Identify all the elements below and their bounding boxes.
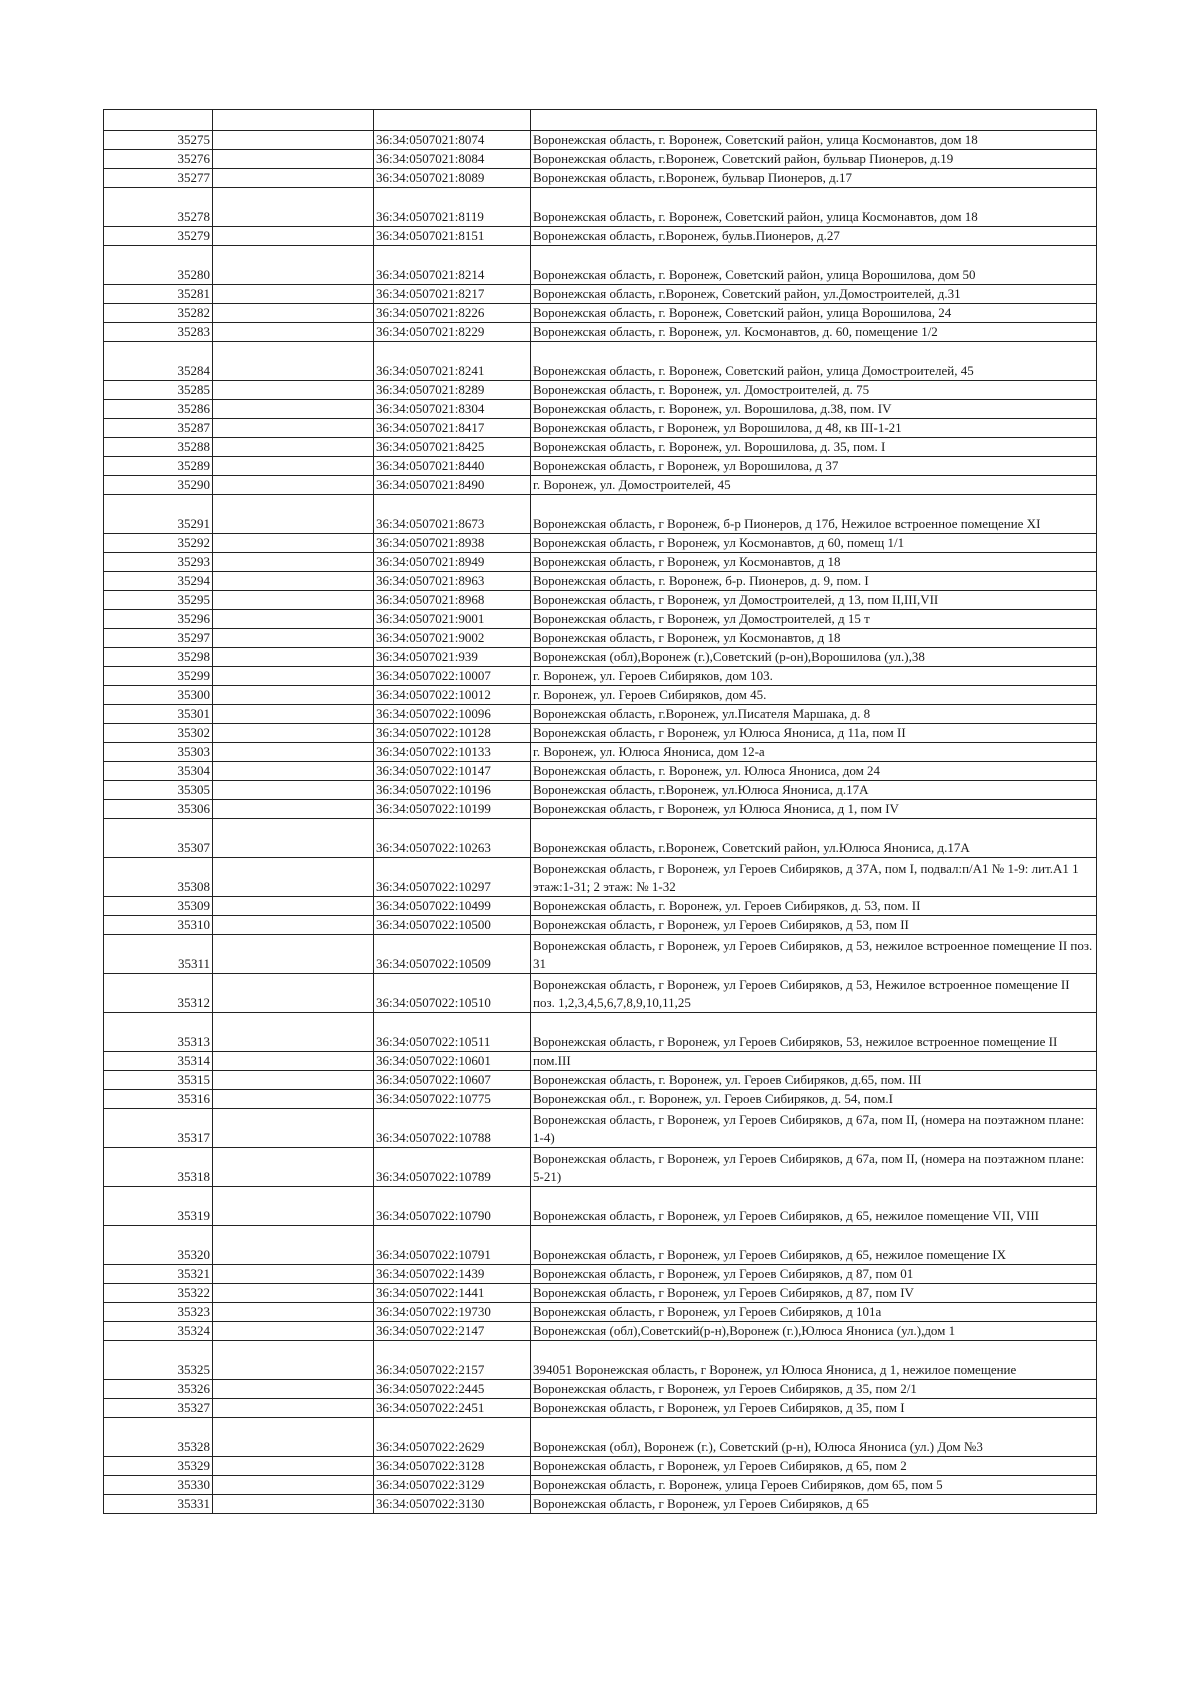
cadastral-number-cell: 36:34:0507022:10096	[374, 705, 531, 724]
row-number-cell: 35309	[104, 897, 213, 916]
cadastral-number-cell: 36:34:0507021:8968	[374, 591, 531, 610]
address-cell: Воронежская (обл), Воронеж (г.), Советский (р-н), Юлюса Янониса (ул.) Дом №3	[531, 1418, 1097, 1457]
row-number-cell: 35317	[104, 1109, 213, 1148]
row-number-cell: 35280	[104, 246, 213, 285]
table-row	[104, 819, 1097, 858]
row-number-cell: 35314	[104, 1052, 213, 1071]
empty-cell	[213, 476, 374, 495]
table-row	[104, 1457, 1097, 1476]
row-number-cell: 35330	[104, 1476, 213, 1495]
empty-cell	[213, 1457, 374, 1476]
empty-cell	[213, 916, 374, 935]
empty-cell	[213, 1090, 374, 1109]
empty-cell	[213, 1013, 374, 1052]
row-number-cell: 35289	[104, 457, 213, 476]
row-number-cell: 35278	[104, 188, 213, 227]
row-number-cell: 35276	[104, 150, 213, 169]
table-row	[104, 131, 1097, 150]
cadastral-number-cell: 36:34:0507022:10789	[374, 1148, 531, 1187]
empty-cell	[213, 400, 374, 419]
cadastral-number-cell: 36:34:0507022:10263	[374, 819, 531, 858]
row-number-cell: 35324	[104, 1322, 213, 1341]
address-cell: Воронежская область, г Воронеж, б-р Пионеров, д 17б, Нежилое встроенное помещение XI	[531, 495, 1097, 534]
table-row	[104, 916, 1097, 935]
address-cell: Воронежская (обл),Воронеж (г.),Советский (р-он),Ворошилова (ул.),38	[531, 648, 1097, 667]
address-cell: Воронежская область, г. Воронеж, ул. Ворошилова, д.38, пом. IV	[531, 400, 1097, 419]
address-cell: Воронежская область, г.Воронеж, ул.Писателя Маршака, д. 8	[531, 705, 1097, 724]
address-cell: 394051 Воронежская область, г Воронеж, ул Юлюса Янониса, д 1, нежилое помещение	[531, 1341, 1097, 1380]
empty-cell	[213, 1380, 374, 1399]
row-number-cell: 35320	[104, 1226, 213, 1265]
row-number-cell: 35321	[104, 1265, 213, 1284]
address-cell: Воронежская область, г Воронеж, ул Космонавтов, д 18	[531, 553, 1097, 572]
empty-cell	[213, 131, 374, 150]
row-number-cell: 35302	[104, 724, 213, 743]
empty-cell	[213, 974, 374, 1013]
empty-cell	[213, 323, 374, 342]
cadastral-number-cell: 36:34:0507021:8217	[374, 285, 531, 304]
table-row	[104, 246, 1097, 285]
table-row	[104, 1418, 1097, 1457]
address-cell: Воронежская область, г. Воронеж, Советский район, улица Ворошилова, дом 50	[531, 246, 1097, 285]
empty-cell	[213, 1341, 374, 1380]
table-row	[104, 591, 1097, 610]
row-number-cell: 35331	[104, 1495, 213, 1514]
cadastral-number-cell: 36:34:0507022:10499	[374, 897, 531, 916]
row-number-cell: 35300	[104, 686, 213, 705]
cadastral-number-cell: 36:34:0507021:9001	[374, 610, 531, 629]
cadastral-number-cell: 36:34:0507022:1439	[374, 1265, 531, 1284]
row-number-cell: 35313	[104, 1013, 213, 1052]
cadastral-number-cell: 36:34:0507022:1441	[374, 1284, 531, 1303]
empty-cell	[213, 819, 374, 858]
table-row	[104, 762, 1097, 781]
address-cell: Воронежская область, г Воронеж, ул Героев Сибиряков, д 65	[531, 1495, 1097, 1514]
table-row	[104, 342, 1097, 381]
address-cell: Воронежская область, г. Воронеж, Советский район, улица Ворошилова, 24	[531, 304, 1097, 323]
cadastral-number-cell: 36:34:0507022:10601	[374, 1052, 531, 1071]
empty-cell	[213, 858, 374, 897]
row-number-cell: 35312	[104, 974, 213, 1013]
table-row	[104, 743, 1097, 762]
address-cell: г. Воронеж, ул. Героев Сибиряков, дом 45.	[531, 686, 1097, 705]
address-cell: Воронежская область, г. Воронеж, ул. Домостроителей, д. 75	[531, 381, 1097, 400]
address-cell: Воронежская область, г. Воронеж, Советский район, улица Космонавтов, дом 18	[531, 131, 1097, 150]
address-cell: пом.III	[531, 1052, 1097, 1071]
empty-cell	[213, 342, 374, 381]
table-row	[104, 1476, 1097, 1495]
cadastral-number-cell: 36:34:0507021:8673	[374, 495, 531, 534]
row-number-cell: 35327	[104, 1399, 213, 1418]
empty-cell	[213, 648, 374, 667]
cadastral-number-cell: 36:34:0507021:8440	[374, 457, 531, 476]
empty-cell	[213, 897, 374, 916]
row-number-cell: 35283	[104, 323, 213, 342]
table-row	[104, 667, 1097, 686]
table-row	[104, 1148, 1097, 1187]
table-row	[104, 534, 1097, 553]
table-row	[104, 686, 1097, 705]
empty-cell	[213, 1109, 374, 1148]
header-cell-cad	[374, 110, 531, 131]
row-number-cell: 35295	[104, 591, 213, 610]
row-number-cell: 35292	[104, 534, 213, 553]
cadastral-number-cell: 36:34:0507021:8119	[374, 188, 531, 227]
empty-cell	[213, 1322, 374, 1341]
address-cell: Воронежская область, г.Воронеж, бульвар Пионеров, д.17	[531, 169, 1097, 188]
address-cell: Воронежская область, г Воронеж, ул Героев Сибиряков, д 65, нежилое помещение VII, VIII	[531, 1187, 1097, 1226]
cadastral-number-cell: 36:34:0507022:10791	[374, 1226, 531, 1265]
row-number-cell: 35298	[104, 648, 213, 667]
empty-cell	[213, 381, 374, 400]
empty-cell	[213, 629, 374, 648]
address-cell: Воронежская область, г Воронеж, ул Героев Сибиряков, д 53, пом II	[531, 916, 1097, 935]
empty-cell	[213, 743, 374, 762]
empty-cell	[213, 1476, 374, 1495]
cadastral-number-cell: 36:34:0507021:8425	[374, 438, 531, 457]
table-row	[104, 724, 1097, 743]
table-row	[104, 800, 1097, 819]
empty-cell	[213, 553, 374, 572]
row-number-cell: 35323	[104, 1303, 213, 1322]
address-cell: Воронежская область, г. Воронеж, ул. Ворошилова, д. 35, пом. I	[531, 438, 1097, 457]
address-cell: Воронежская область, г. Воронеж, ул. Юлюса Янониса, дом 24	[531, 762, 1097, 781]
empty-cell	[213, 150, 374, 169]
table-row	[104, 150, 1097, 169]
table-row	[104, 188, 1097, 227]
cadastral-number-cell: 36:34:0507022:10509	[374, 935, 531, 974]
empty-cell	[213, 762, 374, 781]
cadastral-number-cell: 36:34:0507022:10012	[374, 686, 531, 705]
table-row	[104, 495, 1097, 534]
row-number-cell: 35290	[104, 476, 213, 495]
cadastral-number-cell: 36:34:0507022:3129	[374, 1476, 531, 1495]
cadastral-number-cell: 36:34:0507022:10196	[374, 781, 531, 800]
table-row	[104, 476, 1097, 495]
row-number-cell: 35318	[104, 1148, 213, 1187]
empty-cell	[213, 1148, 374, 1187]
row-number-cell: 35286	[104, 400, 213, 419]
table-row	[104, 553, 1097, 572]
address-cell: Воронежская область, г Воронеж, ул Героев Сибиряков, 53, нежилое встроенное помещение II	[531, 1013, 1097, 1052]
row-number-cell: 35319	[104, 1187, 213, 1226]
cadastral-number-cell: 36:34:0507022:10128	[374, 724, 531, 743]
table-row	[104, 457, 1097, 476]
row-number-cell: 35322	[104, 1284, 213, 1303]
empty-cell	[213, 781, 374, 800]
cadastral-number-cell: 36:34:0507022:10133	[374, 743, 531, 762]
table-row	[104, 1399, 1097, 1418]
empty-cell	[213, 1187, 374, 1226]
cadastral-number-cell: 36:34:0507022:10510	[374, 974, 531, 1013]
empty-cell	[213, 1399, 374, 1418]
address-cell: Воронежская область, г Воронеж, ул Домостроителей, д 15 т	[531, 610, 1097, 629]
table-row	[104, 400, 1097, 419]
empty-cell	[213, 1226, 374, 1265]
row-number-cell: 35316	[104, 1090, 213, 1109]
row-number-cell: 35329	[104, 1457, 213, 1476]
table-row	[104, 858, 1097, 897]
address-cell: Воронежская область, г Воронеж, ул Героев Сибиряков, д 87, пом 01	[531, 1265, 1097, 1284]
table-row	[104, 935, 1097, 974]
table-row	[104, 1265, 1097, 1284]
row-number-cell: 35296	[104, 610, 213, 629]
cadastral-number-cell: 36:34:0507021:8241	[374, 342, 531, 381]
empty-cell	[213, 1418, 374, 1457]
header-cell-blank	[213, 110, 374, 131]
table-row	[104, 1303, 1097, 1322]
row-number-cell: 35291	[104, 495, 213, 534]
cadastral-number-cell: 36:34:0507022:10007	[374, 667, 531, 686]
empty-cell	[213, 572, 374, 591]
address-cell: Воронежская область, г.Воронеж, Советский район, ул.Юлюса Янониса, д.17А	[531, 819, 1097, 858]
table-row	[104, 897, 1097, 916]
table-row	[104, 1109, 1097, 1148]
table-row	[104, 1052, 1097, 1071]
empty-cell	[213, 534, 374, 553]
row-number-cell: 35285	[104, 381, 213, 400]
table-row	[104, 629, 1097, 648]
row-number-cell: 35325	[104, 1341, 213, 1380]
cadastral-registry-table	[103, 109, 1097, 1514]
address-cell: Воронежская область, г Воронеж, ул Ворошилова, д 48, кв III-1-21	[531, 419, 1097, 438]
cadastral-number-cell: 36:34:0507021:939	[374, 648, 531, 667]
table-row	[104, 1495, 1097, 1514]
empty-cell	[213, 935, 374, 974]
header-cell-num	[104, 110, 213, 131]
address-cell: Воронежская область, г Воронеж, ул Героев Сибиряков, д 65, нежилое помещение IX	[531, 1226, 1097, 1265]
address-cell: Воронежская область, г Воронеж, ул Юлюса Янониса, д 1, пом IV	[531, 800, 1097, 819]
table-row	[104, 1380, 1097, 1399]
table-row	[104, 1090, 1097, 1109]
row-number-cell: 35301	[104, 705, 213, 724]
address-cell: Воронежская обл., г. Воронеж, ул. Героев Сибиряков, д. 54, пом.I	[531, 1090, 1097, 1109]
cadastral-number-cell: 36:34:0507022:10297	[374, 858, 531, 897]
address-cell: Воронежская область, г Воронеж, ул Ворошилова, д 37	[531, 457, 1097, 476]
header-row	[104, 110, 1097, 131]
address-cell: Воронежская область, г.Воронеж, Советский район, бульвар Пионеров, д.19	[531, 150, 1097, 169]
empty-cell	[213, 800, 374, 819]
row-number-cell: 35304	[104, 762, 213, 781]
table-row	[104, 1226, 1097, 1265]
table-row	[104, 610, 1097, 629]
row-number-cell: 35275	[104, 131, 213, 150]
row-number-cell: 35294	[104, 572, 213, 591]
address-cell: Воронежская область, г.Воронеж, Советский район, ул.Домостроителей, д.31	[531, 285, 1097, 304]
row-number-cell: 35284	[104, 342, 213, 381]
empty-cell	[213, 1071, 374, 1090]
empty-cell	[213, 457, 374, 476]
row-number-cell: 35307	[104, 819, 213, 858]
table-row	[104, 1013, 1097, 1052]
row-number-cell: 35288	[104, 438, 213, 457]
header-cell-addr	[531, 110, 1097, 131]
cadastral-number-cell: 36:34:0507021:8214	[374, 246, 531, 285]
cadastral-number-cell: 36:34:0507022:10147	[374, 762, 531, 781]
cadastral-number-cell: 36:34:0507021:8151	[374, 227, 531, 246]
cadastral-number-cell: 36:34:0507021:8949	[374, 553, 531, 572]
cadastral-number-cell: 36:34:0507022:10500	[374, 916, 531, 935]
empty-cell	[213, 227, 374, 246]
cadastral-number-cell: 36:34:0507021:8226	[374, 304, 531, 323]
row-number-cell: 35308	[104, 858, 213, 897]
cadastral-number-cell: 36:34:0507021:8089	[374, 169, 531, 188]
address-cell: Воронежская область, г Воронеж, ул Юлюса Янониса, д 11а, пом II	[531, 724, 1097, 743]
table-row	[104, 1341, 1097, 1380]
table-row	[104, 381, 1097, 400]
address-cell: Воронежская (обл),Советский(р-н),Воронеж (г.),Юлюса Янониса (ул.),дом 1	[531, 1322, 1097, 1341]
row-number-cell: 35287	[104, 419, 213, 438]
address-cell: Воронежская область, г.Воронеж, ул.Юлюса Янониса, д.17А	[531, 781, 1097, 800]
row-number-cell: 35297	[104, 629, 213, 648]
row-number-cell: 35328	[104, 1418, 213, 1457]
empty-cell	[213, 188, 374, 227]
cadastral-number-cell: 36:34:0507022:10775	[374, 1090, 531, 1109]
cadastral-number-cell: 36:34:0507022:2445	[374, 1380, 531, 1399]
address-cell: Воронежская область, г Воронеж, ул Героев Сибиряков, д 101а	[531, 1303, 1097, 1322]
cadastral-number-cell: 36:34:0507022:2451	[374, 1399, 531, 1418]
table-row	[104, 323, 1097, 342]
cadastral-number-cell: 36:34:0507022:2147	[374, 1322, 531, 1341]
cadastral-number-cell: 36:34:0507022:2157	[374, 1341, 531, 1380]
table-row	[104, 1322, 1097, 1341]
empty-cell	[213, 1303, 374, 1322]
empty-cell	[213, 285, 374, 304]
empty-cell	[213, 419, 374, 438]
table-row	[104, 705, 1097, 724]
cadastral-number-cell: 36:34:0507021:8417	[374, 419, 531, 438]
empty-cell	[213, 705, 374, 724]
table-row	[104, 648, 1097, 667]
empty-cell	[213, 724, 374, 743]
cadastral-number-cell: 36:34:0507022:10788	[374, 1109, 531, 1148]
address-cell: Воронежская область, г Воронеж, ул Героев Сибиряков, д 53, нежилое встроенное помещение II поз. 31	[531, 935, 1097, 974]
table-row	[104, 285, 1097, 304]
empty-cell	[213, 667, 374, 686]
table-row	[104, 1071, 1097, 1090]
address-cell: Воронежская область, г. Воронеж, ул. Космонавтов, д. 60, помещение 1/2	[531, 323, 1097, 342]
cadastral-number-cell: 36:34:0507022:3128	[374, 1457, 531, 1476]
row-number-cell: 35293	[104, 553, 213, 572]
empty-cell	[213, 304, 374, 323]
row-number-cell: 35279	[104, 227, 213, 246]
table-row	[104, 781, 1097, 800]
row-number-cell: 35281	[104, 285, 213, 304]
row-number-cell: 35306	[104, 800, 213, 819]
table-row	[104, 1284, 1097, 1303]
cadastral-number-cell: 36:34:0507021:8229	[374, 323, 531, 342]
cadastral-number-cell: 36:34:0507022:10790	[374, 1187, 531, 1226]
row-number-cell: 35282	[104, 304, 213, 323]
empty-cell	[213, 1265, 374, 1284]
table-row	[104, 169, 1097, 188]
cadastral-number-cell: 36:34:0507022:10607	[374, 1071, 531, 1090]
cadastral-number-cell: 36:34:0507021:8084	[374, 150, 531, 169]
cadastral-number-cell: 36:34:0507021:8490	[374, 476, 531, 495]
cadastral-number-cell: 36:34:0507022:19730	[374, 1303, 531, 1322]
address-cell: Воронежская область, г Воронеж, ул Космонавтов, д 18	[531, 629, 1097, 648]
cadastral-number-cell: 36:34:0507022:10511	[374, 1013, 531, 1052]
address-cell: Воронежская область, г Воронеж, ул Героев Сибиряков, д 67а, пом II, (номера на поэтажном плане: 1-4)	[531, 1109, 1097, 1148]
row-number-cell: 35310	[104, 916, 213, 935]
address-cell: Воронежская область, г Воронеж, ул Героев Сибиряков, д 67а, пом II, (номера на поэтажном плане: 5-21)	[531, 1148, 1097, 1187]
row-number-cell: 35277	[104, 169, 213, 188]
empty-cell	[213, 610, 374, 629]
empty-cell	[213, 438, 374, 457]
cadastral-number-cell: 36:34:0507021:8074	[374, 131, 531, 150]
address-cell: Воронежская область, г.Воронеж, бульв.Пионеров, д.27	[531, 227, 1097, 246]
address-cell: Воронежская область, г Воронеж, ул Героев Сибиряков, д 35, пом I	[531, 1399, 1097, 1418]
table-row	[104, 227, 1097, 246]
address-cell: Воронежская область, г. Воронеж, б-р. Пионеров, д. 9, пом. I	[531, 572, 1097, 591]
cadastral-number-cell: 36:34:0507022:3130	[374, 1495, 531, 1514]
cadastral-number-cell: 36:34:0507021:8289	[374, 381, 531, 400]
empty-cell	[213, 1284, 374, 1303]
row-number-cell: 35303	[104, 743, 213, 762]
address-cell: Воронежская область, г Воронеж, ул Героев Сибиряков, д 53, Нежилое встроенное помещение II поз. 1,2,3,4,5,6,7,8,9,10,11,25	[531, 974, 1097, 1013]
row-number-cell: 35299	[104, 667, 213, 686]
empty-cell	[213, 1052, 374, 1071]
address-cell: г. Воронеж, ул. Героев Сибиряков, дом 103.	[531, 667, 1097, 686]
empty-cell	[213, 591, 374, 610]
cadastral-number-cell: 36:34:0507021:8938	[374, 534, 531, 553]
address-cell: Воронежская область, г. Воронеж, улица Героев Сибиряков, дом 65, пом 5	[531, 1476, 1097, 1495]
address-cell: Воронежская область, г. Воронеж, ул. Героев Сибиряков, д. 53, пом. II	[531, 897, 1097, 916]
address-cell: г. Воронеж, ул. Домостроителей, 45	[531, 476, 1097, 495]
cadastral-number-cell: 36:34:0507021:9002	[374, 629, 531, 648]
address-cell: г. Воронеж, ул. Юлюса Янониса, дом 12-а	[531, 743, 1097, 762]
table-row	[104, 572, 1097, 591]
empty-cell	[213, 169, 374, 188]
address-cell: Воронежская область, г Воронеж, ул Космонавтов, д 60, помещ 1/1	[531, 534, 1097, 553]
row-number-cell: 35315	[104, 1071, 213, 1090]
cadastral-number-cell: 36:34:0507022:10199	[374, 800, 531, 819]
address-cell: Воронежская область, г. Воронеж, ул. Героев Сибиряков, д.65, пом. III	[531, 1071, 1097, 1090]
table-row	[104, 438, 1097, 457]
table-row	[104, 974, 1097, 1013]
cadastral-number-cell: 36:34:0507021:8304	[374, 400, 531, 419]
row-number-cell: 35305	[104, 781, 213, 800]
table-row	[104, 1187, 1097, 1226]
address-cell: Воронежская область, г Воронеж, ул Героев Сибиряков, д 65, пом 2	[531, 1457, 1097, 1476]
row-number-cell: 35311	[104, 935, 213, 974]
address-cell: Воронежская область, г. Воронеж, Советский район, улица Космонавтов, дом 18	[531, 188, 1097, 227]
address-cell: Воронежская область, г Воронеж, ул Героев Сибиряков, д 87, пом IV	[531, 1284, 1097, 1303]
cadastral-number-cell: 36:34:0507022:2629	[374, 1418, 531, 1457]
empty-cell	[213, 246, 374, 285]
cadastral-number-cell: 36:34:0507021:8963	[374, 572, 531, 591]
address-cell: Воронежская область, г Воронеж, ул Героев Сибиряков, д 37А, пом I, подвал:п/А1 № 1-9: лит.А1 1 этаж:1-31; 2 этаж: № 1-32	[531, 858, 1097, 897]
table-row	[104, 419, 1097, 438]
empty-cell	[213, 1495, 374, 1514]
empty-cell	[213, 686, 374, 705]
table-row	[104, 304, 1097, 323]
empty-cell	[213, 495, 374, 534]
address-cell: Воронежская область, г Воронеж, ул Героев Сибиряков, д 35, пом 2/1	[531, 1380, 1097, 1399]
row-number-cell: 35326	[104, 1380, 213, 1399]
registry-body	[104, 110, 1097, 1514]
address-cell: Воронежская область, г. Воронеж, Советский район, улица Домостроителей, 45	[531, 342, 1097, 381]
address-cell: Воронежская область, г Воронеж, ул Домостроителей, д 13, пом II,III,VII	[531, 591, 1097, 610]
